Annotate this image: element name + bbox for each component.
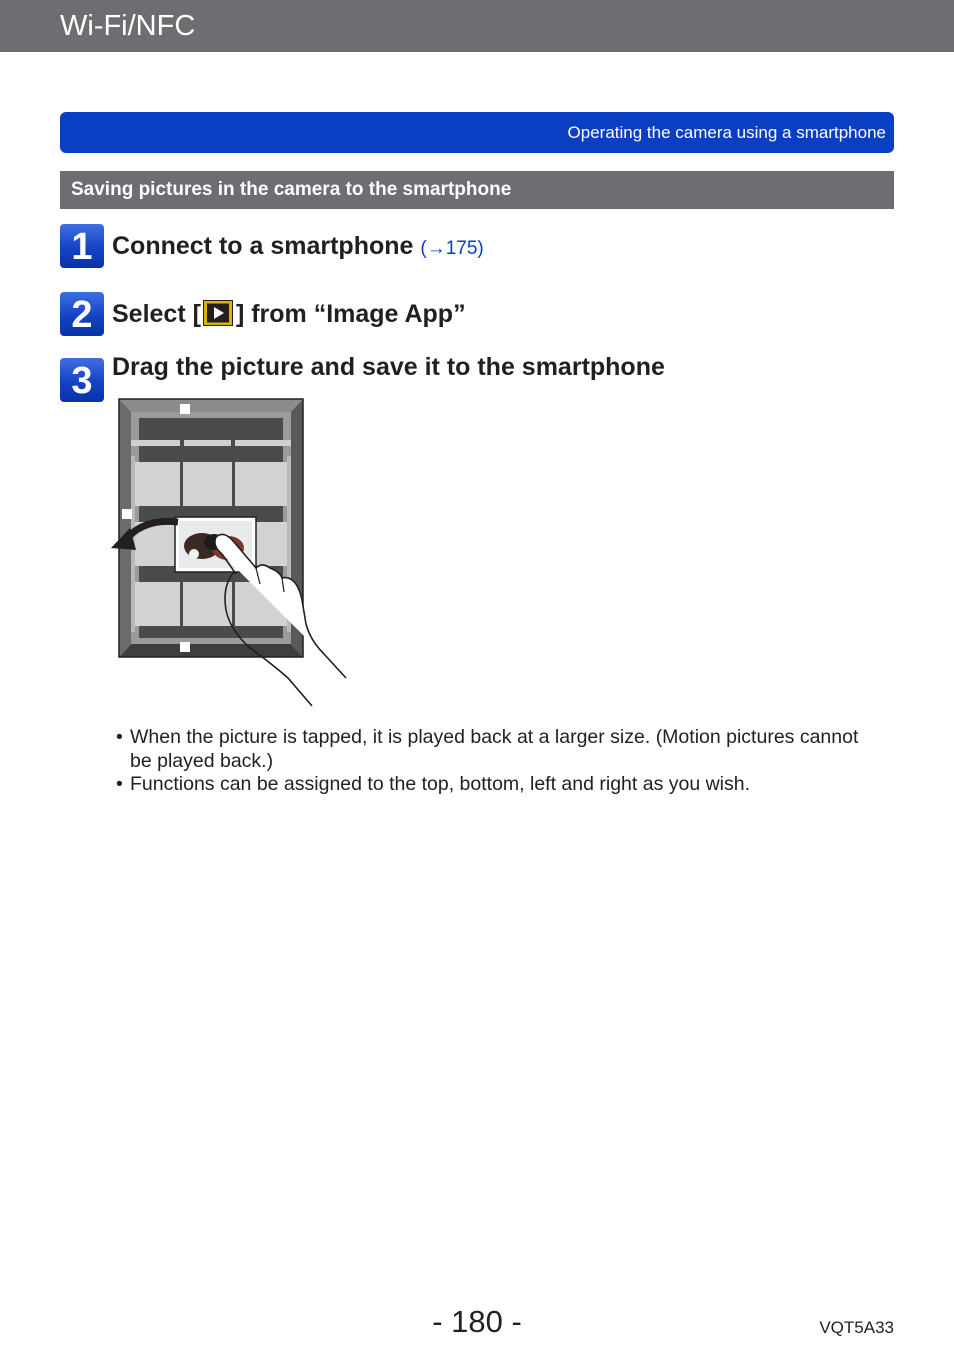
step-2-badge: 2 bbox=[60, 292, 104, 336]
section-banner bbox=[60, 112, 894, 153]
chapter-title: Wi-Fi/NFC bbox=[60, 10, 196, 42]
section-banner-text: Operating the camera using a smartphone bbox=[567, 122, 886, 142]
note-text: When the picture is tapped, it is played back at a larger size. (Motion pictures cannot be played back.) bbox=[130, 726, 859, 772]
document-code: VQT5A33 bbox=[819, 1318, 894, 1337]
step-3-title: Drag the picture and save it to the smartphone bbox=[112, 353, 665, 381]
step-2-title-before: Select [ bbox=[112, 300, 201, 328]
step-3-badge: 3 bbox=[60, 358, 104, 402]
subheading-text: Saving pictures in the camera to the smartphone bbox=[71, 179, 512, 200]
notes-list bbox=[116, 726, 876, 797]
note-item bbox=[116, 726, 876, 773]
bullet: • bbox=[116, 773, 123, 795]
note-item bbox=[116, 773, 876, 797]
step-1-title-text: Connect to a smartphone bbox=[112, 232, 414, 260]
drag-illustration bbox=[110, 396, 350, 708]
step-2-title-after: ] from “Image App” bbox=[235, 300, 466, 328]
step-1-title bbox=[112, 232, 484, 261]
playback-icon bbox=[203, 300, 233, 326]
subheading bbox=[60, 171, 894, 209]
page-ref-link[interactable]: (→175) bbox=[420, 238, 484, 259]
step-1-badge: 1 bbox=[60, 224, 104, 268]
note-text: Functions can be assigned to the top, bottom, left and right as you wish. bbox=[130, 773, 751, 795]
page-number: - 180 - bbox=[432, 1304, 522, 1339]
step-2-title bbox=[112, 300, 466, 329]
header-bar bbox=[0, 0, 954, 52]
bullet: • bbox=[116, 726, 123, 748]
smartphone-illustration bbox=[110, 396, 350, 708]
